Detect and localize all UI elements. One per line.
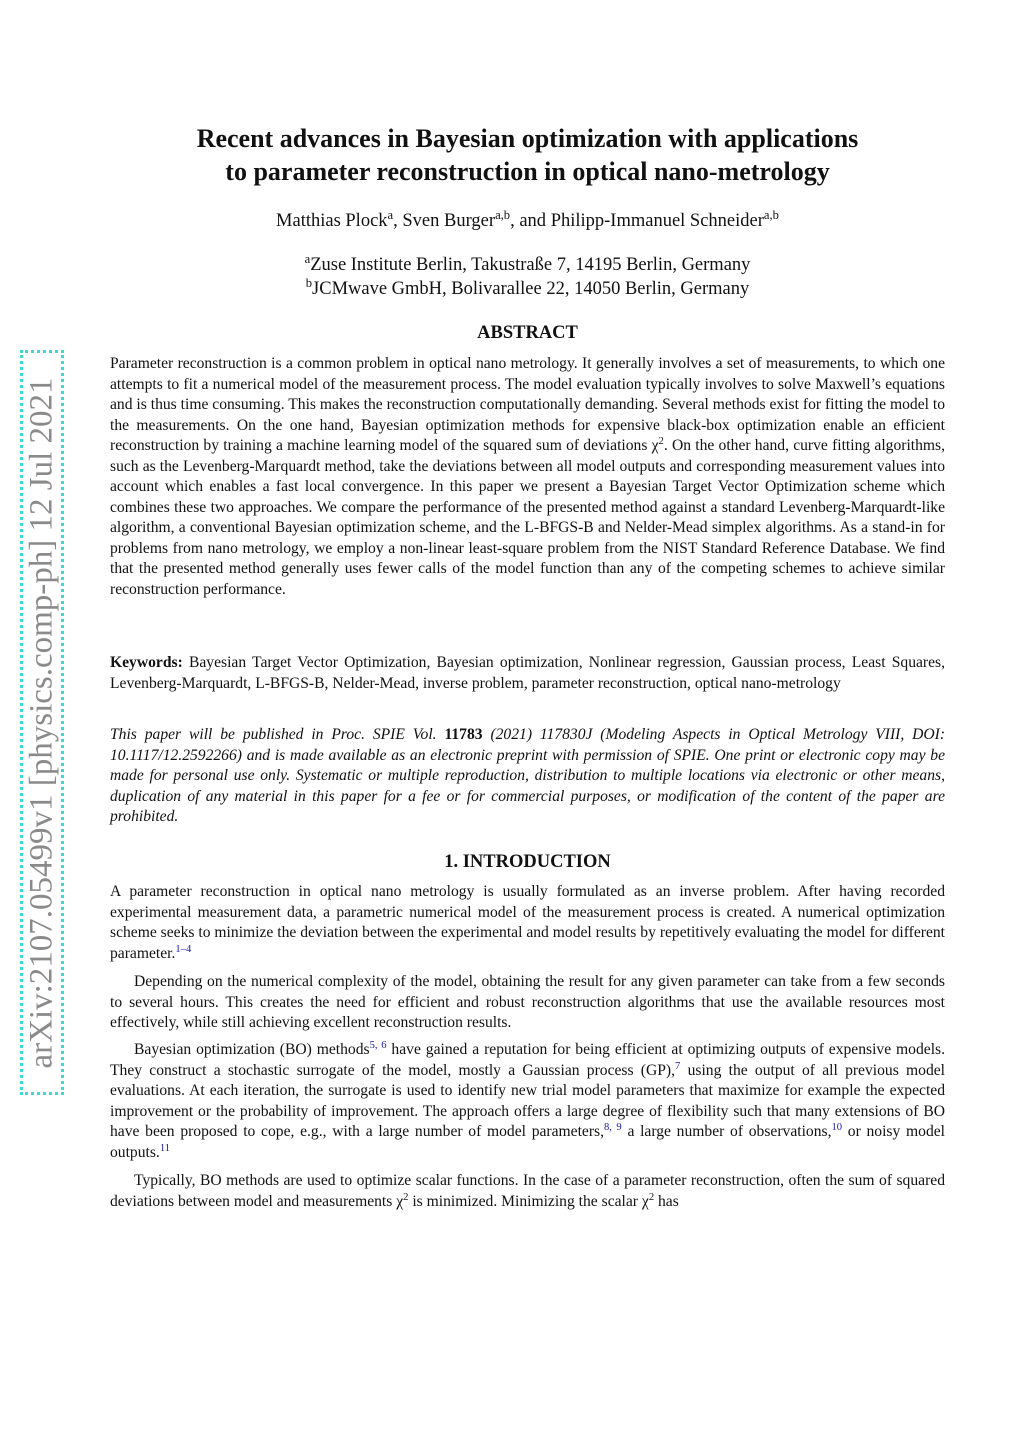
keywords-text: Bayesian Target Vector Optimization, Bayesian optimization, Nonlinear regression, Gaussian process, Least Squares, Levenberg-Marquardt, L-BFGS-B, Nelder-Mead, inverse problem, parameter reconstruction, optical nano-metrology: [110, 654, 945, 692]
paragraph-text: has: [654, 1192, 679, 1210]
intro-paragraph-2: Depending on the numerical complexity of the model, obtaining the result for any given parameter can take from a few seconds to several hours. This creates the need for efficient and robust reconstruction algorithms that use the available resources most effectively, while still achieving excellent reconstruction results.: [110, 973, 945, 1032]
affiliation-text: Zuse Institute Berlin, Takustraße 7, 14195 Berlin, Germany: [310, 255, 751, 275]
abstract-text-part: . On the other hand, curve fitting algorithms, such as the Levenberg-Marquardt method, take the deviations between all model outputs and corresponding measurement values into account which enables a fast local convergence. In this paper we present a Bayesian Target Vector Optimization scheme which combines these two approaches. We compare the performance of the presented method against a standard Levenberg-Marquardt-like algorithm, a conventional Bayesian optimization scheme, and the L-BFGS-B and Nelder-Mead simplex algorithms. As a stand-in for problems from nano metrology, we employ a non-linear least-square problem from the NIST Standard Reference Database. We find that the presented method generally uses fewer calls of the model function than any of the competing schemes to achieve similar reconstruction performance.: [110, 437, 946, 599]
paragraph-text: Bayesian optimization (BO) methods: [134, 1041, 370, 1058]
abstract-heading: ABSTRACT: [477, 323, 578, 343]
citation-link[interactable]: 8, 9: [604, 1122, 622, 1133]
author-name: Matthias Plock: [276, 211, 388, 231]
superscript: 2: [403, 1191, 409, 1203]
intro-paragraph-4: [110, 1171, 945, 1212]
author-list: [110, 207, 945, 232]
paragraph-text: Typically, BO methods are used to optimize scalar functions. In the case of a parameter reconstruction, often the sum of squared deviations between model and measurements χ: [110, 1172, 945, 1210]
arxiv-identifier: arXiv:2107.05499v1 [physics.comp-ph] 12 Jul 2021: [23, 376, 60, 1069]
paragraph-text: is minimized. Minimizing the scalar χ: [408, 1192, 649, 1210]
arxiv-identifier-stamp: [20, 350, 64, 1095]
paragraph-text: using the output of all previous model evaluations. At each iteration, the surrogate is used to identify new trial model parameters that maximize for example the expected improvement or the probability of improvement. The approach offers a large degree of flexibility such that many extensions of BO have been proposed to cope, e.g., with a large number of model parameters,: [110, 1061, 945, 1141]
keywords-label: Keywords:: [110, 654, 183, 671]
author-separator: , and: [510, 211, 551, 231]
author-affiliation-mark: a,b: [495, 207, 511, 222]
intro-paragraph-1: [110, 882, 945, 964]
intro-paragraph-3: [110, 1040, 945, 1163]
volume-number: 11783: [444, 726, 483, 743]
citation-link[interactable]: 5, 6: [369, 1039, 387, 1051]
title-line-2: to parameter reconstruction in optical nano-metrology: [225, 157, 830, 186]
affiliation-text: JCMwave GmbH, Bolivarallee 22, 14050 Berlin, Germany: [312, 279, 750, 299]
superscript: 2: [658, 436, 664, 447]
superscript: 2: [648, 1191, 655, 1203]
copyright-notice: [110, 725, 945, 828]
citation-link[interactable]: 11: [159, 1142, 171, 1154]
paragraph-text: or noisy model outputs.: [110, 1123, 946, 1161]
affiliations: [110, 253, 945, 301]
paragraph-text: a large number of observations,: [621, 1123, 832, 1141]
abstract-text: [110, 354, 945, 601]
citation-link[interactable]: 10: [831, 1122, 843, 1133]
author-affiliation-mark: a: [387, 207, 394, 222]
paper-title: [110, 122, 945, 188]
introduction-heading: 1. INTRODUCTION: [444, 852, 611, 872]
affiliation-mark: a: [304, 251, 311, 266]
paragraph-text: have gained a reputation for being efficient at optimizing outputs of expensive models. They construct a stochastic surrogate of the model, mostly a Gaussian process (GP),: [110, 1041, 945, 1079]
keywords: [110, 653, 945, 694]
notice-text: (2021) 117830J (Modeling Aspects in Optical Metrology VIII, DOI: 10.1117/12.2592266) and is made available as an electronic preprint with permission of SPIE. One print or electronic copy may be made for personal use only. Systematic or multiple reproduction, distribution to multiple locations via electronic or other means, duplication of any material in this paper for a fee or for commercial purposes, or modification of the content of the paper are prohibited.: [110, 726, 946, 826]
abstract-text-part: Parameter reconstruction is a common problem in optical nano metrology. It generally involves a set of measurements, to which one attempts to fit a numerical model of the measurement process. The model evaluation typically involves to solve Maxwell’s equations and is thus time consuming. This makes the reconstruction computationally demanding. Several methods exist for fitting the model to the measurements. On the one hand, Bayesian optimization methods for expensive black-box optimization enable an efficient reconstruction by training a machine learning model of the squared sum of deviations χ: [110, 355, 945, 455]
title-line-1: Recent advances in Bayesian optimization with applications: [196, 124, 859, 153]
author-name: Sven Burger: [402, 211, 496, 231]
author-separator: ,: [393, 211, 403, 231]
affiliation: [110, 253, 945, 277]
paragraph-text: A parameter reconstruction in optical nano metrology is usually formulated as an inverse problem. After having recorded experimental measurement data, a parametric numerical model of the measurement process is created. A numerical optimization scheme seeks to minimize the deviation between the experimental and model results by repetitively evaluating the model for different parameter.: [110, 883, 945, 962]
notice-text: This paper will be published in Proc. SPIE Vol.: [110, 726, 445, 743]
affiliation: [110, 277, 945, 301]
citation-link[interactable]: 1–4: [175, 943, 192, 955]
affiliation-mark: b: [305, 275, 313, 290]
author-affiliation-mark: a,b: [763, 207, 779, 222]
citation-link[interactable]: 7: [675, 1060, 681, 1072]
author-name: Philipp-Immanuel Schneider: [550, 211, 764, 231]
